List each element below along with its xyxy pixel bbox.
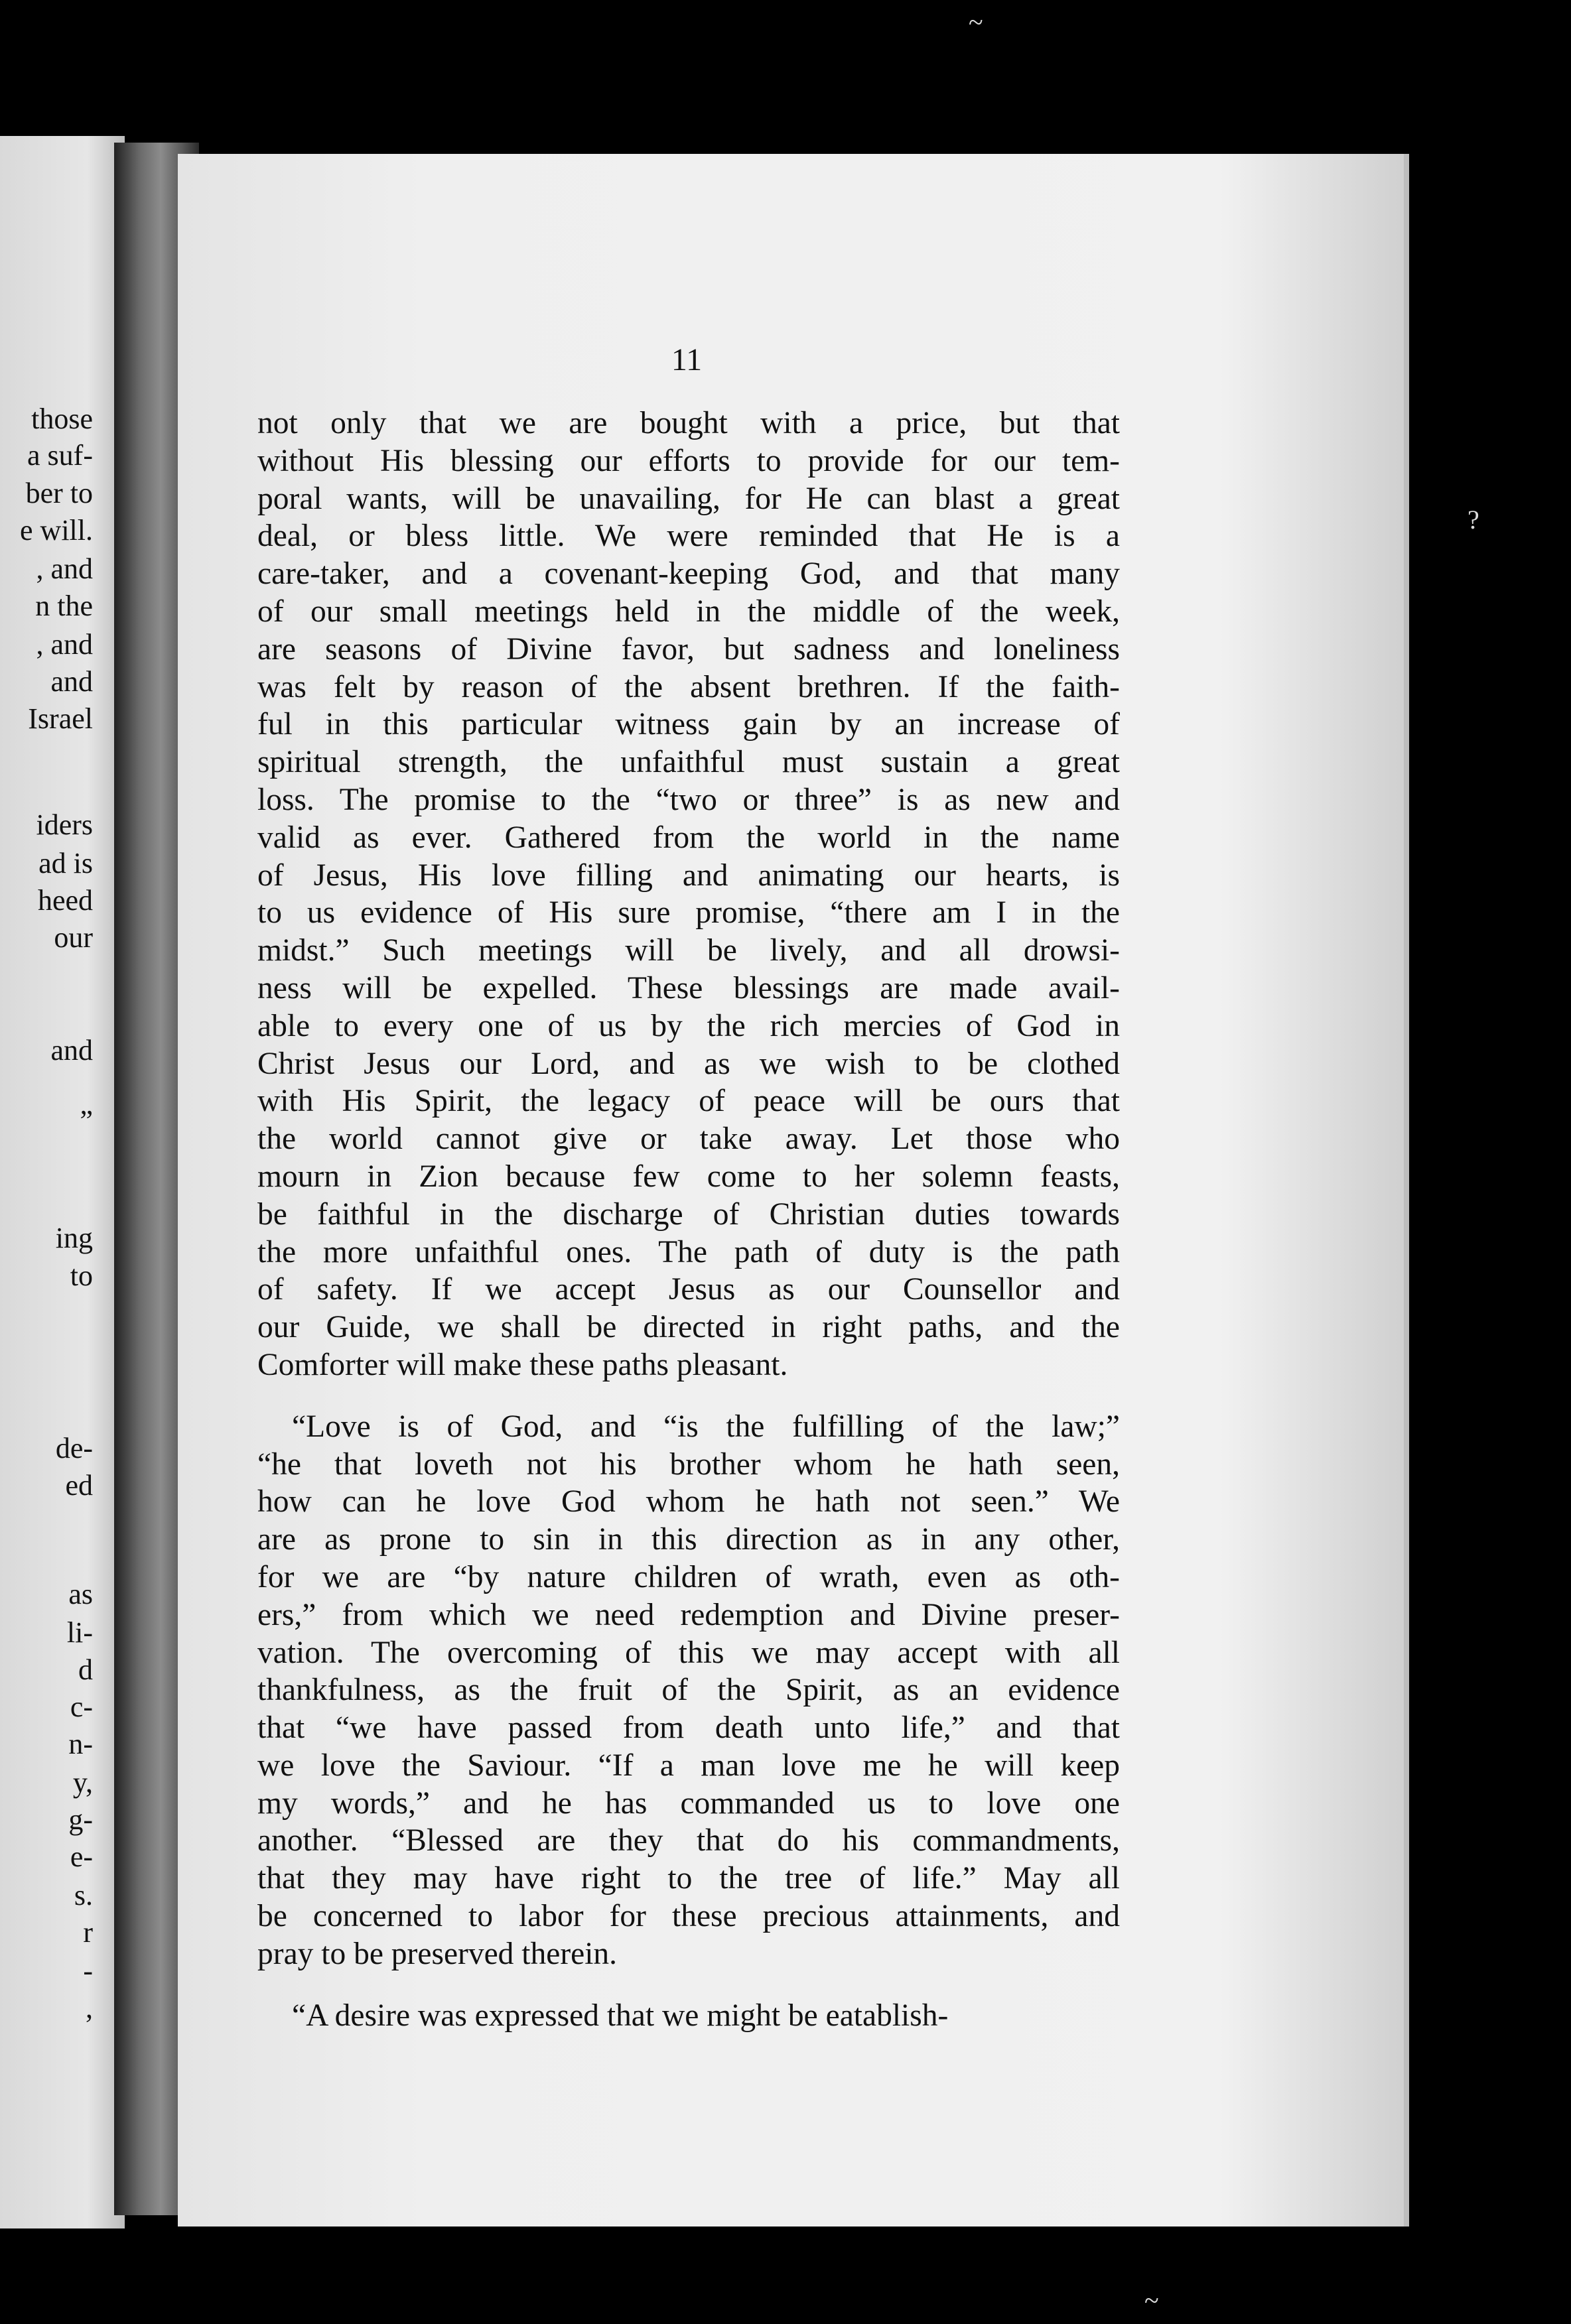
text-line: able to every one of us by the rich mercies of God in <box>257 1008 1120 1043</box>
facing-page-fragment: ed <box>65 1469 93 1502</box>
text-line: valid as ever. Gathered from the world in the name <box>257 820 1120 855</box>
text-line: without His blessing our efforts to provide for our tem- <box>257 443 1120 478</box>
facing-page-fragment: e will. <box>20 514 93 547</box>
facing-page-fragment: and <box>50 665 93 698</box>
facing-page-fragment: ing <box>55 1222 93 1254</box>
text-line: Christ Jesus our Lord, and as we wish to be clothed <box>257 1046 1120 1081</box>
text-line: Comforter will make these paths pleasant. <box>257 1347 788 1382</box>
facing-page-fragment: r <box>83 1916 93 1949</box>
text-line: mourn in Zion because few come to her solemn feasts, <box>257 1159 1120 1194</box>
facing-page-fragment: as <box>68 1578 93 1610</box>
text-line: pray to be preserved therein. <box>257 1936 618 1971</box>
facing-page-fragment: those <box>31 403 93 435</box>
facing-page-fragment: li- <box>66 1616 93 1649</box>
facing-page-fragment: iders <box>36 808 93 841</box>
facing-page-fragment: ber to <box>25 477 93 509</box>
text-line: my words,” and he has commanded us to love one <box>257 1785 1120 1821</box>
text-line: deal, or bless little. We were reminded that He is a <box>257 519 1120 554</box>
text-line: are as prone to sin in this direction as in any other, <box>257 1522 1120 1557</box>
text-line: our Guide, we shall be directed in right paths, and the <box>257 1310 1120 1345</box>
text-line: “A desire was expressed that we might be eatablish- <box>292 1998 949 2033</box>
text-line: ness will be expelled. These blessings are made avail- <box>257 970 1120 1005</box>
facing-page-fragment: , <box>86 1992 93 2024</box>
facing-page-fragment: our <box>54 921 93 954</box>
text-line: we love the Saviour. “If a man love me he will keep <box>257 1748 1120 1783</box>
paragraph <box>257 405 1120 1384</box>
facing-page-fragment: g- <box>68 1803 93 1836</box>
paragraph <box>257 1997 1120 2035</box>
facing-page-fragment: y, <box>72 1766 93 1799</box>
text-line: the more unfaithful ones. The path of duty is the path <box>257 1234 1120 1269</box>
facing-page-fragment: n the <box>35 590 93 622</box>
facing-page-fragment: , and <box>36 628 93 661</box>
text-line: vation. The overcoming of this we may accept with all <box>257 1635 1120 1670</box>
text-line: be faithful in the discharge of Christian duties towards <box>257 1196 1120 1232</box>
margin-speck: ~ <box>969 7 983 37</box>
text-line: of our small meetings held in the middle of the week, <box>257 594 1120 629</box>
text-line: how can he love God whom he hath not seen.” We <box>257 1484 1120 1519</box>
page-number: 11 <box>671 342 703 377</box>
text-line: ers,” from which we need redemption and Divine preser- <box>257 1597 1120 1632</box>
facing-page-fragment: to <box>70 1259 93 1292</box>
text-line: be concerned to labor for these precious attainments, and <box>257 1899 1120 1934</box>
facing-page-fragment: de- <box>55 1432 93 1464</box>
margin-speck: ~ <box>1144 2286 1159 2315</box>
text-line: not only that we are bought with a price, but that <box>257 406 1120 440</box>
paragraph-gap <box>257 1384 1120 1408</box>
text-line: the world cannot give or take away. Let those who <box>257 1122 1120 1157</box>
paragraph <box>257 1408 1120 1973</box>
facing-page-fragment: n- <box>68 1728 93 1760</box>
text-line: for we are “by nature children of wrath, even as oth- <box>257 1559 1120 1594</box>
text-line: loss. The promise to the “two or three” is as new and <box>257 782 1120 817</box>
text-line: thankfulness, as the fruit of the Spirit, as an evidence <box>257 1673 1120 1708</box>
text-line: care-taker, and a covenant-keeping God, and that many <box>257 556 1120 592</box>
facing-page-fragment: heed <box>37 884 93 917</box>
text-line: to us evidence of His sure promise, “there am I in the <box>257 895 1120 931</box>
text-line: are seasons of Divine favor, but sadness and loneliness <box>257 631 1120 667</box>
facing-page-fragment: ad is <box>38 847 93 879</box>
text-line: with His Spirit, the legacy of peace will be ours that <box>257 1084 1120 1119</box>
facing-page-fragment: c- <box>70 1691 93 1723</box>
text-line: of Jesus, His love filling and animating our hearts, is <box>257 858 1120 893</box>
facing-page-fragment: and <box>50 1034 93 1066</box>
text-line: ful in this particular witness gain by an increase of <box>257 707 1120 742</box>
text-line: was felt by reason of the absent brethren. If the faith- <box>257 669 1120 704</box>
facing-page-fragment: a suf- <box>27 439 93 472</box>
facing-page-fragment: ” <box>80 1104 93 1137</box>
text-line: “Love is of God, and “is the fulfilling of the law;” <box>292 1409 1120 1444</box>
facing-page-fragment: e- <box>70 1840 93 1873</box>
text-line: of safety. If we accept Jesus as our Counsellor and <box>257 1272 1120 1307</box>
text-line: midst.” Such meetings will be lively, and all drowsi- <box>257 933 1120 968</box>
facing-page-fragment: s. <box>74 1879 93 1911</box>
text-line: that they may have right to the tree of life.” May all <box>257 1861 1120 1896</box>
text-line: spiritual strength, the unfaithful must sustain a great <box>257 745 1120 780</box>
body-text <box>257 405 1120 2034</box>
paragraph-gap <box>257 1973 1120 1997</box>
text-line: that “we have passed from death unto life,” and that <box>257 1711 1120 1746</box>
text-line: poral wants, will be unavailing, for He can blast a great <box>257 481 1120 516</box>
facing-page-fragment: d <box>78 1653 93 1686</box>
text-line: “he that loveth not his brother whom he hath seen, <box>257 1447 1120 1482</box>
margin-speck: ? <box>1468 505 1479 535</box>
facing-page-fragment: Israel <box>28 702 93 735</box>
text-line: another. “Blessed are they that do his commandments, <box>257 1823 1120 1858</box>
facing-page-edge <box>0 136 125 2228</box>
facing-page-fragment: , and <box>36 552 93 585</box>
facing-page-fragment: - <box>83 1955 93 1987</box>
